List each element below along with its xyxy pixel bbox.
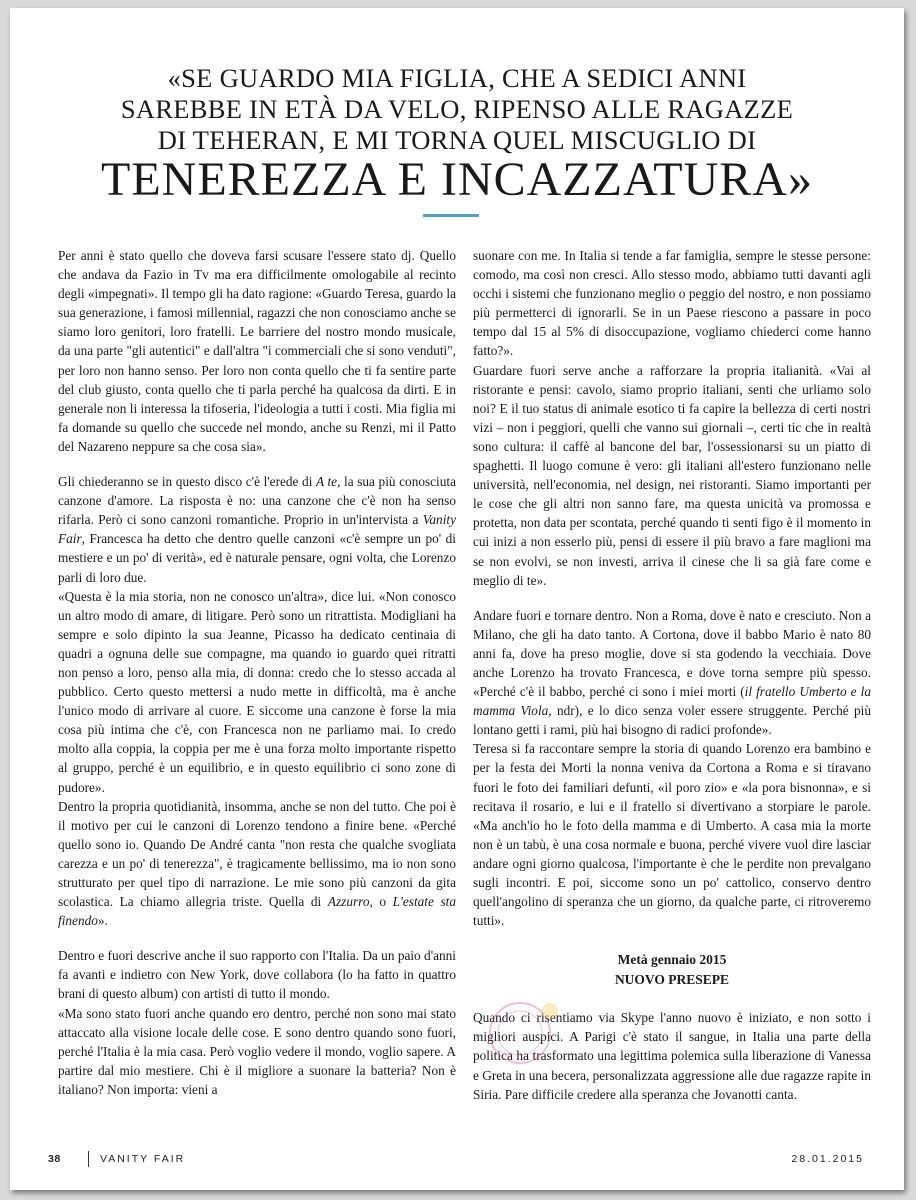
song-title: L'estate sta finendo bbox=[58, 894, 456, 929]
headline-line-3: DI TEHERAN, E MI TORNA QUEL MISCUGLIO DI bbox=[157, 125, 757, 155]
paragraph: Gli chiederanno se in questo disco c'è l'erede di A te, la sua più conosciuta canzone d'amore. La risposta è no: una canzone che c'è non ha senso rifarla. Però ci sono canzoni romantiche. Proprio in un'intervista a Vanity Fair, Francesca ha detto che dentro quelle canzoni «c'è sempre un po' di mestiere e un po' di verità», ed è naturale pensare, ogni volta, che Lorenzo parli di loro due. bbox=[58, 474, 457, 585]
paragraph: Teresa si fa raccontare sempre la storia di quando Lorenzo era bambino e per la festa dei Morti la nonna veniva da Cortona a Roma e si tiravano fuori le foto dei familiari defunti, «il poro zio» e «la pora bisnonna», e si recitava il rosario, e lui e il fratello si divertivano a storpiare le parole. «Ma anch'io ho le foto della mamma e di Umberto. A casa mia la morte non è un tabù, è una cosa normale e buona, perché vivere vuol dire lasciar andare ogni giorno qualcosa, l'importante è che le perdite non prevalgano sugli incontri. E poi, siccome sono un po' cattolico, conservo dentro quell'angolino di speranza che un giorno, da qualche parte, ci ritroveremo tutti». bbox=[473, 741, 871, 929]
issue-date: 28.01.2015 bbox=[791, 1153, 864, 1165]
song-title: Azzurro bbox=[327, 894, 370, 910]
paragraph: Andare fuori e tornare dentro. Non a Roma, dove è nato e cresciuto. Non a Milano, che gli ha dato tanto. A Cortona, dove il babbo Mario è nato 80 anni fa, dove ha preso moglie, dove si sta godendo la vecchiaia. Dove anche Lorenzo ha trovato Francesca, e dove torna sempre più spesso. «Perché c'è il babbo, perché ci sono i miei morti (il fratello Umberto e la mamma Viola, ndr), e lo dico senza voler essere struggente. Perché più lontano getti i rami, più hai bisogno di radici profonde». bbox=[473, 607, 871, 738]
paragraph: «Questa è la mia storia, non ne conosco un'altra», dice lui. «Non conosco un altro modo di amare, di litigare. Però sono un ritrattista. Modigliani ha sempre e solo dipinto la sua Jeanne, Picasso ha dedicato centinaia di quadri a ognuna delle sue compagne, ma quando io guardo quei ritratti non penso a loro, penso alla mia, di donna: credo che lo stesso accada al pubblico. Certo questo mettersi a nudo mette in difficoltà, ma è anche l'unico modo di arrivare al cuore. E siccome una canzone è forse la mia cosa più intima che c'è, con Francesca non ne parliamo mai. Io credo molto alla coppia, la coppia per me è una forza molto importante rispetto al gruppo, perché è un equilibrio, e in questo equilibrio ci sono zone di pudore». bbox=[58, 588, 456, 795]
page-number: 38 bbox=[48, 1153, 61, 1165]
headline-line-4: TENEREZZA E INCAZZATURA» bbox=[101, 153, 813, 206]
headline-line-1: «SE GUARDO MIA FIGLIA, CHE A SEDICI ANNI bbox=[167, 63, 747, 93]
accent-divider bbox=[423, 214, 479, 217]
paragraph: Dentro la propria quotidianità, insomma, anche se non del tutto. Che poi è il motivo per cui le canzoni di Lorenzo tendono a finire bene. «Perché quello sono io. Quando De André canta "non resta che qualche svogliata carezza e un po' di tenerezza", è tragicamente bellissimo, ma io non sono strutturato per quel tipo di narrazione. Le mie sono più canzoni da gita scolastica. La chiamo allegria triste. Quella di Azzurro, o L'estate sta finendo». bbox=[58, 798, 456, 929]
page-footer bbox=[10, 1153, 904, 1173]
article-column-right bbox=[473, 246, 871, 1104]
aside: il fratello Umberto e la mamma Viola bbox=[473, 684, 871, 719]
section-subheading bbox=[473, 950, 871, 990]
song-title: A te bbox=[316, 474, 338, 490]
headline-line-2: SAREBBE IN ETÀ DA VELO, RIPENSO ALLE RAGAZZE bbox=[120, 94, 794, 124]
subheading-date: Metà gennaio 2015 bbox=[617, 952, 727, 968]
footer-divider bbox=[88, 1151, 89, 1167]
magazine-page bbox=[10, 8, 904, 1190]
paragraph: Guardare fuori serve anche a rafforzare la propria italianità. «Vai al ristorante e pensi: cavolo, siamo proprio italiani, senti che urliamo solo noi? E il tuo status di animale esotico ti fa capire la bellezza di certi nostri vizi – non i peggiori, quelli che vanno sui giornali –, certi tic che in realtà sono cultura: il caffè al bancone del bar, l'ossessionarsi su un piatto di spaghetti. Il luogo comune è vero: gli italiani all'estero funzionano nelle università, nell'economia, nel design, nei ristoranti. Siamo importanti per le cose che gli altri non sanno fare, ma questa unicità va promossa e protetta, non data per scontata, perché quando ti senti figo è il momento in cui inizi a non esserlo più, pensi di essere il più bravo a fare maglioni ma se non evolvi, se non investi, arriva il cinese che li sa già fare come e meglio di te». bbox=[473, 362, 871, 588]
paragraph: Dentro e fuori descrive anche il suo rapporto con l'Italia. Da un paio d'anni fa avanti e indietro con New York, dove collabora (lo ha fatto in quattro brani di questo album) con artisti di tutto il mondo. bbox=[58, 948, 456, 1002]
watermark-stamp-icon bbox=[480, 993, 570, 1073]
paragraph: suonare con me. In Italia si tende a far famiglia, sempre le stesse persone: comodo, ma così non cresci. Allo stesso modo, abbiamo tutti davanti agli occhi i sistemi che funzionano meglio o peggio del nostro, e non possiamo più permetterci di ignorarli. Se in un Paese riescono a passare in poco tempo dal 15 al 5% di disoccupazione, vogliamo chiederci come hanno fatto?». bbox=[473, 248, 871, 359]
magazine-name: Vanity Fair bbox=[58, 512, 456, 547]
subheading-title: NUOVO PRESEPE bbox=[614, 972, 730, 988]
magazine-brand: VANITY FAIR bbox=[100, 1153, 186, 1165]
paragraph: Quando ci risentiamo via Skype l'anno nuovo è iniziato, e non sotto i migliori auspici. A Parigi c'è stato il sangue, in Italia una parte della politica ha trasformato una legittima polemica sulla liberazione di Vanessa e Greta in una becera, personalizzata aggressione alle due ragazze rapite in Siria. Pare difficile credere alla speranza che Jovanotti canta. bbox=[473, 1010, 871, 1102]
paragraph: Per anni è stato quello che doveva farsi scusare l'essere stato dj. Quello che andava da Fazio in Tv ma era difficilmente omologabile al recinto degli «impegnati». Il tempo gli ha dato ragione: «Guardo Teresa, guardo la sua generazione, i famosi millennial, ragazzi che non conosciamo anche se siamo loro genitori, loro fratelli. Le barriere del nostro mondo musicale, da una parte "gli autentici" e dall'altra "i commerciali che si sono venduti", per loro non hanno senso. Per loro non conta quello che ti fa sentire parte del club giusto, conta quello che ti parla perché ha qualcosa da dirti. E in generale non li interessa la tifoseria, l'ideologia a tutti i costi. Mia figlia mi fa domande su quello che succede nel mondo, anche su Renzi, mi il Patto del Nazareno neppure sa che cosa sia». bbox=[58, 248, 457, 454]
paragraph: «Ma sono stato fuori anche quando ero dentro, perché non sono mai stato attaccato alla visione locale delle cose. E sono dentro quando sono fuori, perché l'Italia è la mia casa. Però voglio vedere il mondo, voglio sapere. A partire dal mio mestiere. Chi è il migliore a suonare la batteria? Non è italiano? Non importa: vieni a bbox=[58, 1005, 456, 1097]
article-column-left bbox=[58, 246, 456, 1099]
